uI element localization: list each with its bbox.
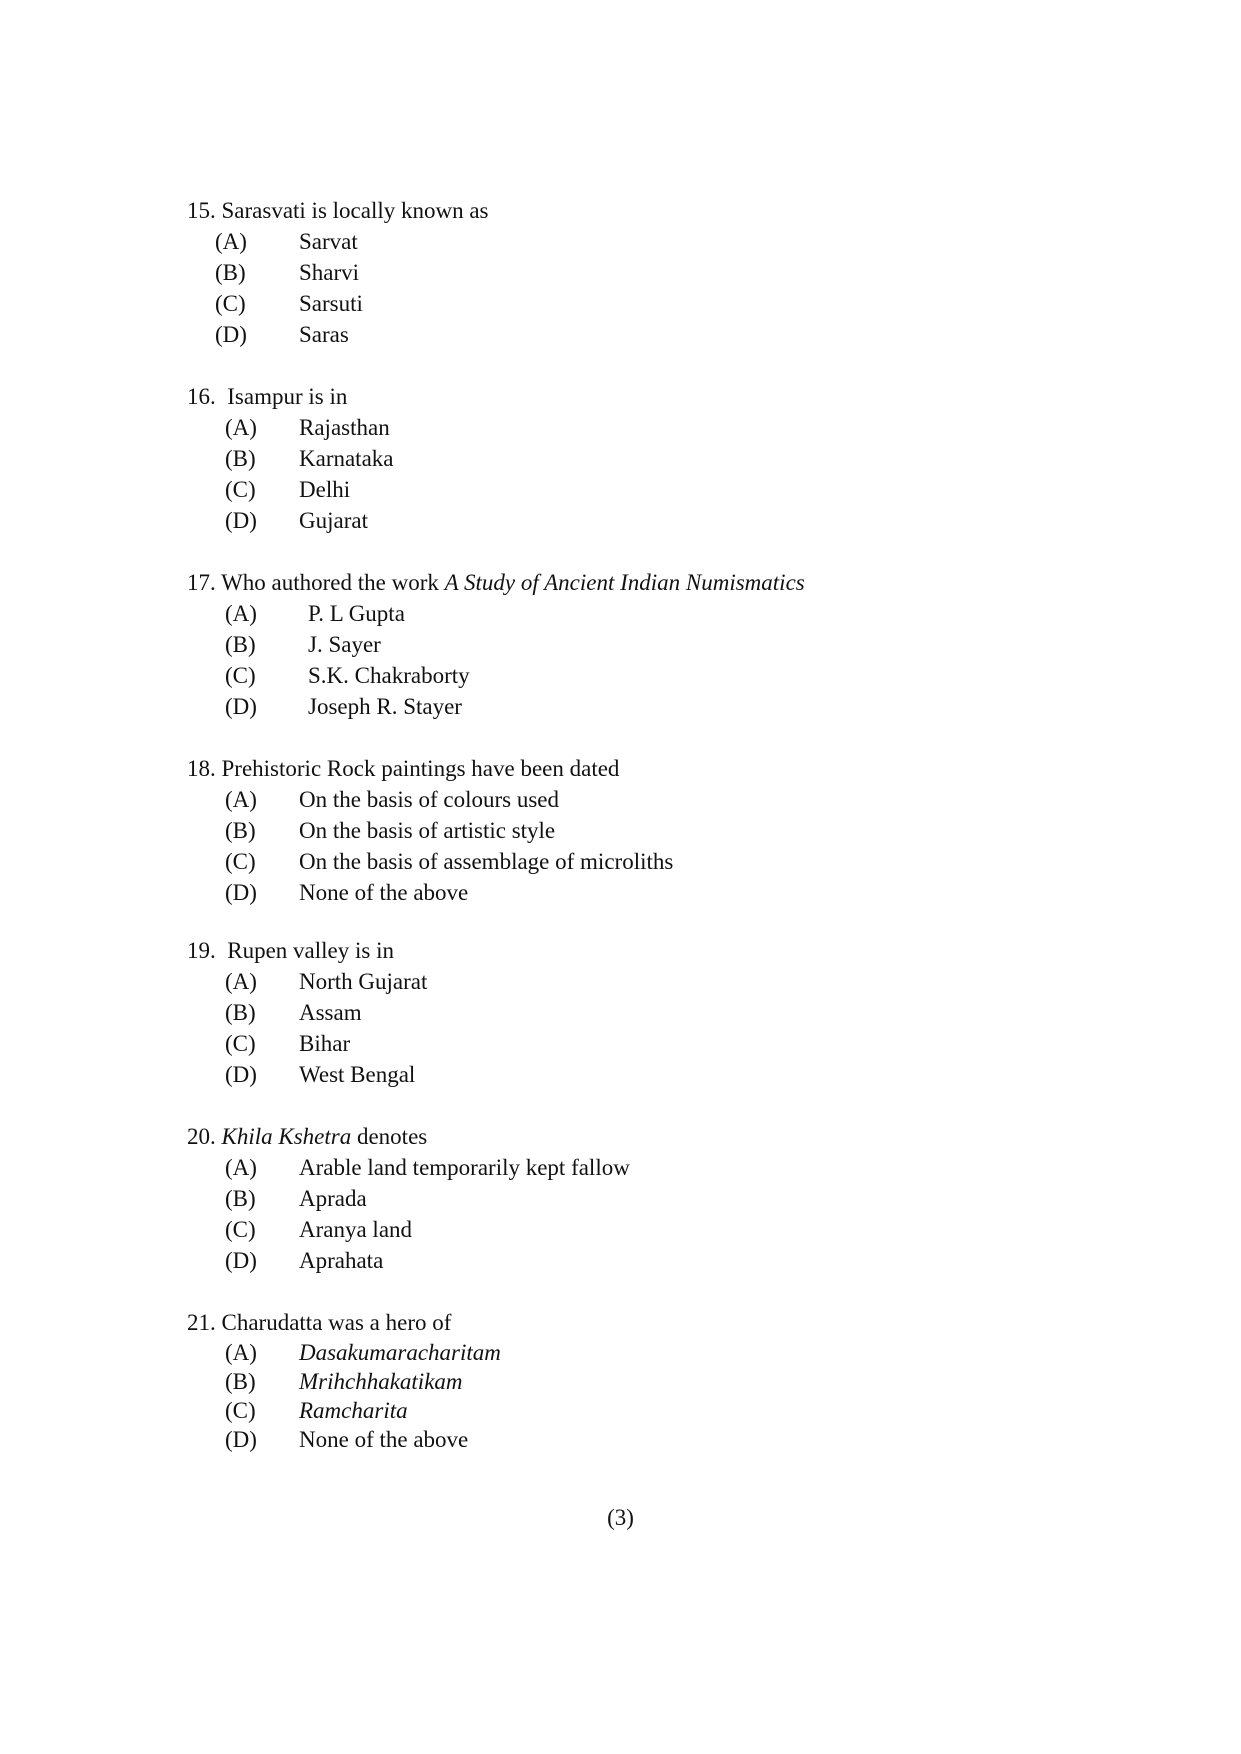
- option-d: (D) Aprahata: [225, 1248, 384, 1273]
- question-17: [187, 567, 805, 722]
- option-a: (A) North Gujarat: [225, 969, 428, 994]
- option-c: (C) S.K. Chakraborty: [225, 663, 470, 688]
- option-a: (A) P. L Gupta: [225, 601, 405, 626]
- option-b: (B) J. Sayer: [225, 632, 381, 657]
- question-20: [187, 1121, 630, 1276]
- question-15: [187, 195, 489, 350]
- question-16: [187, 381, 394, 536]
- term: Khila Kshetra: [221, 1124, 352, 1149]
- question-stem: 17. Who authored the work A Study of Ancient Indian Numismatics: [187, 570, 805, 595]
- option-a: (A) Sarvat: [215, 229, 358, 254]
- option-b: (B) On the basis of artistic style: [225, 818, 556, 843]
- option-d: (D) West Bengal: [225, 1062, 416, 1087]
- question-stem: 18. Prehistoric Rock paintings have been dated: [187, 756, 620, 781]
- option-c: (C) Ramcharita: [225, 1398, 408, 1423]
- option-d: (D) Joseph R. Stayer: [225, 694, 462, 719]
- option-d: (D) None of the above: [225, 880, 469, 905]
- question-stem: 16. Isampur is in: [187, 384, 348, 409]
- option-c: (C) On the basis of assemblage of microliths: [225, 849, 674, 874]
- question-stem: 20. Khila Kshetra denotes: [187, 1124, 428, 1149]
- question-stem: 19. Rupen valley is in: [187, 938, 394, 963]
- question-stem: 21. Charudatta was a hero of: [187, 1310, 452, 1335]
- question-stem: 15. Sarasvati is locally known as: [187, 198, 489, 223]
- option-a: (A) Rajasthan: [225, 415, 390, 440]
- option-c: (C) Delhi: [225, 477, 351, 502]
- question-21: [187, 1307, 501, 1454]
- option-c: (C) Bihar: [225, 1031, 351, 1056]
- option-b: (B) Aprada: [225, 1186, 367, 1211]
- option-d: (D) Gujarat: [225, 508, 368, 533]
- option-c: (C) Aranya land: [225, 1217, 413, 1242]
- book-title: A Study of Ancient Indian Numismatics: [444, 570, 805, 595]
- question-19: [187, 935, 428, 1090]
- option-b: (B) Karnataka: [225, 446, 394, 471]
- option-b: (B) Sharvi: [215, 260, 360, 285]
- option-b: (B) Mrihchhakatikam: [225, 1369, 463, 1394]
- question-18: [187, 753, 674, 908]
- option-a: (A) Dasakumaracharitam: [225, 1340, 501, 1365]
- option-a: (A) Arable land temporarily kept fallow: [225, 1155, 630, 1180]
- option-a: (A) On the basis of colours used: [225, 787, 559, 812]
- page-number: (3): [607, 1505, 634, 1530]
- option-d: (D) Saras: [215, 322, 349, 347]
- option-d: (D) None of the above: [225, 1427, 469, 1452]
- option-b: (B) Assam: [225, 1000, 362, 1025]
- option-c: (C) Sarsuti: [215, 291, 363, 316]
